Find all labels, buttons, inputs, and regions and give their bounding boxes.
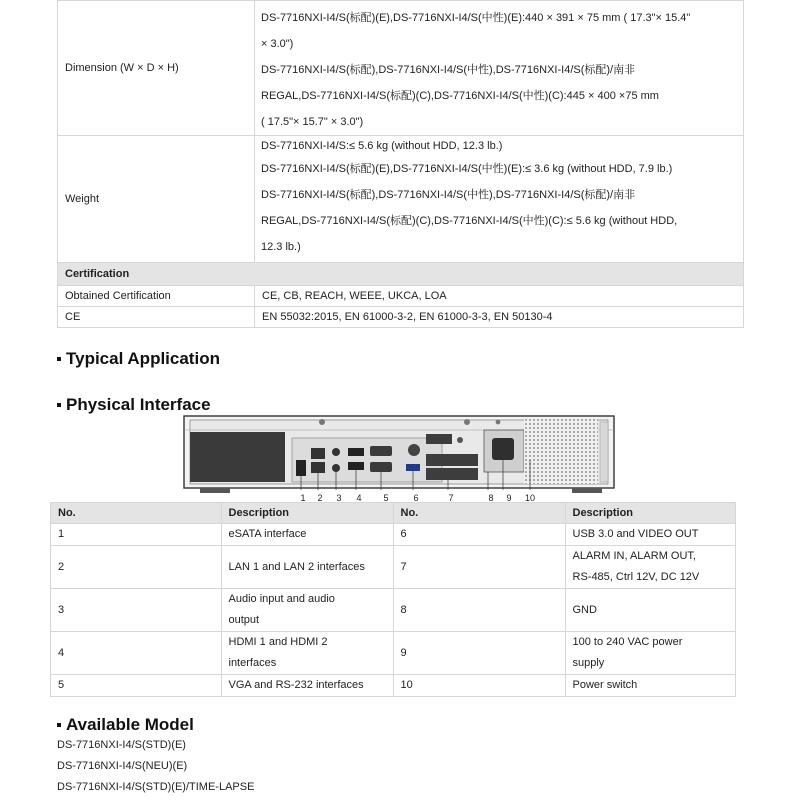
table-row [51, 632, 736, 675]
model-item: DS-7716NXI-I4/S(NEU)(E) [57, 760, 188, 772]
heading-available-model [57, 715, 194, 735]
spec-line: DS-7716NXI-I4/S(标配)(E),DS-7716NXI-I4/S(中性)(E):≤ 3.6 kg (without HDD, 7.9 lb.) [261, 163, 673, 175]
cell-no: 4 [51, 632, 222, 675]
cell-line: GND [572, 603, 597, 616]
cell-no: 3 [51, 589, 222, 632]
cell-no: 7 [393, 546, 565, 589]
cell-description [565, 589, 736, 632]
rs232-port [370, 462, 392, 472]
cell-description [565, 524, 736, 546]
cell-line: 100 to 240 VAC power [572, 636, 683, 648]
callout-label: 1 [300, 493, 306, 502]
cell-description [221, 589, 393, 632]
cell-description [221, 675, 393, 697]
cell-line: Power switch [572, 679, 638, 691]
cell-description [221, 546, 393, 589]
cell-no: 2 [51, 546, 222, 589]
screw [464, 419, 470, 425]
cell-line: USB 3.0 and VIDEO OUT [572, 528, 699, 540]
cell-line: eSATA interface [228, 528, 307, 540]
cell-line: VGA and RS-232 interfaces [228, 679, 364, 691]
cell-description [565, 675, 736, 697]
heading-text: Typical Application [66, 349, 220, 368]
spec-label-ce: CE [58, 307, 255, 328]
cell-line: HDMI 1 and HDMI 2 [228, 636, 328, 648]
table-row [51, 589, 736, 632]
hdmi2-port [348, 462, 364, 470]
cell-description [221, 632, 393, 675]
spec-line: DS-7716NXI-I4/S(标配)(E),DS-7716NXI-I4/S(中性)(E):440 × 391 × 75 mm ( 17.3"× 15.4" [261, 12, 691, 24]
spec-row-ce [58, 307, 744, 328]
spec-line: × 3.0") [261, 38, 294, 50]
terminal-block-2 [426, 468, 478, 480]
spec-label-dimension: Dimension (W × D × H) [58, 1, 255, 136]
cell-description [565, 546, 736, 589]
spec-line: DS-7716NXI-I4/S:≤ 5.6 kg (without HDD, 12.3 lb.) [261, 140, 503, 152]
cell-no: 6 [393, 524, 565, 546]
cell-line: Audio input and audio [228, 593, 335, 605]
table-row [51, 675, 736, 697]
callout-label: 6 [413, 493, 419, 502]
screw [496, 420, 501, 425]
spec-line: ( 17.5"× 15.7" × 3.0") [261, 116, 364, 128]
lan1-port [311, 448, 325, 459]
cell-no: 9 [393, 632, 565, 675]
callout-label: 5 [383, 493, 389, 502]
bullet-icon [57, 403, 61, 407]
cell-no: 5 [51, 675, 222, 697]
callout-label: 10 [524, 493, 536, 502]
spec-row-weight [58, 136, 744, 263]
audio-out-port [332, 464, 340, 472]
spec-line: DS-7716NXI-I4/S(标配),DS-7716NXI-I4/S(中性),DS-7716NXI-I4/S(标配)/南非 [261, 64, 636, 76]
hdmi1-port [348, 448, 364, 456]
power-socket [492, 438, 514, 460]
callout-label: 9 [506, 493, 512, 502]
heading-typical-application [57, 349, 220, 369]
model-item: DS-7716NXI-I4/S(STD)(E)/TIME-LAPSE [57, 781, 255, 793]
spec-value-dimension [255, 1, 744, 136]
spec-line: REGAL,DS-7716NXI-I4/S(标配)(C),DS-7716NXI-I4/S(中性)(C):445 × 400 ×75 mm [261, 90, 659, 102]
spec-row-dimension [58, 1, 744, 136]
vga-port [370, 446, 392, 456]
usb3-port [406, 464, 420, 471]
esata-port [296, 460, 306, 476]
spec-line: 12.3 lb.) [261, 241, 301, 253]
foot-right [572, 488, 602, 493]
spec-table [57, 0, 744, 328]
callout-label: 8 [488, 493, 494, 502]
spec-label-weight: Weight [58, 136, 255, 263]
physical-interface-table [50, 502, 736, 697]
cell-no: 10 [393, 675, 565, 697]
audio-in-port [332, 448, 340, 456]
model-item: DS-7716NXI-I4/S(STD)(E) [57, 739, 186, 751]
terminal-block-top [426, 434, 452, 444]
section-title: Certification [58, 263, 744, 286]
cell-line: interfaces [228, 657, 277, 669]
spec-value-ce: EN 55032:2015, EN 61000-3-2, EN 61000-3-3, EN 50130-4 [255, 307, 744, 328]
table-row [51, 546, 736, 589]
header-description: Description [221, 503, 393, 524]
foot-left [200, 488, 230, 493]
cell-line: output [228, 614, 260, 626]
nvr-rear-panel-image [180, 410, 620, 502]
cell-line: RS-485, Ctrl 12V, DC 12V [572, 571, 700, 583]
side-rail [600, 422, 608, 482]
bullet-icon [57, 357, 61, 361]
spec-value-weight [255, 136, 744, 263]
gnd-screw [457, 437, 463, 443]
heading-text: Physical Interface [66, 395, 211, 414]
spec-value-obtained: CE, CB, REACH, WEEE, UKCA, LOA [255, 286, 744, 307]
cell-no: 8 [393, 589, 565, 632]
terminal-block-1 [426, 454, 478, 466]
lan2-port [311, 462, 325, 473]
callout-label: 3 [336, 493, 342, 502]
cell-line: ALARM IN, ALARM OUT, [572, 550, 696, 562]
heading-text: Available Model [66, 715, 194, 734]
callout-label: 2 [317, 493, 323, 502]
vent-grille [524, 418, 598, 484]
table-row [51, 524, 736, 546]
io-plate [292, 438, 442, 482]
spec-row-obtained-certification [58, 286, 744, 307]
spec-line: REGAL,DS-7716NXI-I4/S(标配)(C),DS-7716NXI-I4/S(中性)(C):≤ 5.6 kg (without HDD, [261, 215, 678, 227]
callout-label: 4 [356, 493, 362, 502]
video-out-port [408, 444, 420, 456]
header-description: Description [565, 503, 736, 524]
spec-label-obtained: Obtained Certification [58, 286, 255, 307]
screw [319, 419, 325, 425]
callout-label: 7 [448, 493, 454, 502]
cell-description [221, 524, 393, 546]
bullet-icon [57, 723, 61, 727]
header-no: No. [393, 503, 565, 524]
cell-line: supply [572, 657, 605, 669]
header-no: No. [51, 503, 222, 524]
cell-line: LAN 1 and LAN 2 interfaces [228, 560, 365, 573]
cell-no: 1 [51, 524, 222, 546]
cell-description [565, 632, 736, 675]
left-panel [190, 432, 285, 482]
spec-section-certification [58, 263, 744, 286]
table-header-row [51, 503, 736, 524]
spec-line: DS-7716NXI-I4/S(标配),DS-7716NXI-I4/S(中性),DS-7716NXI-I4/S(标配)/南非 [261, 189, 636, 201]
